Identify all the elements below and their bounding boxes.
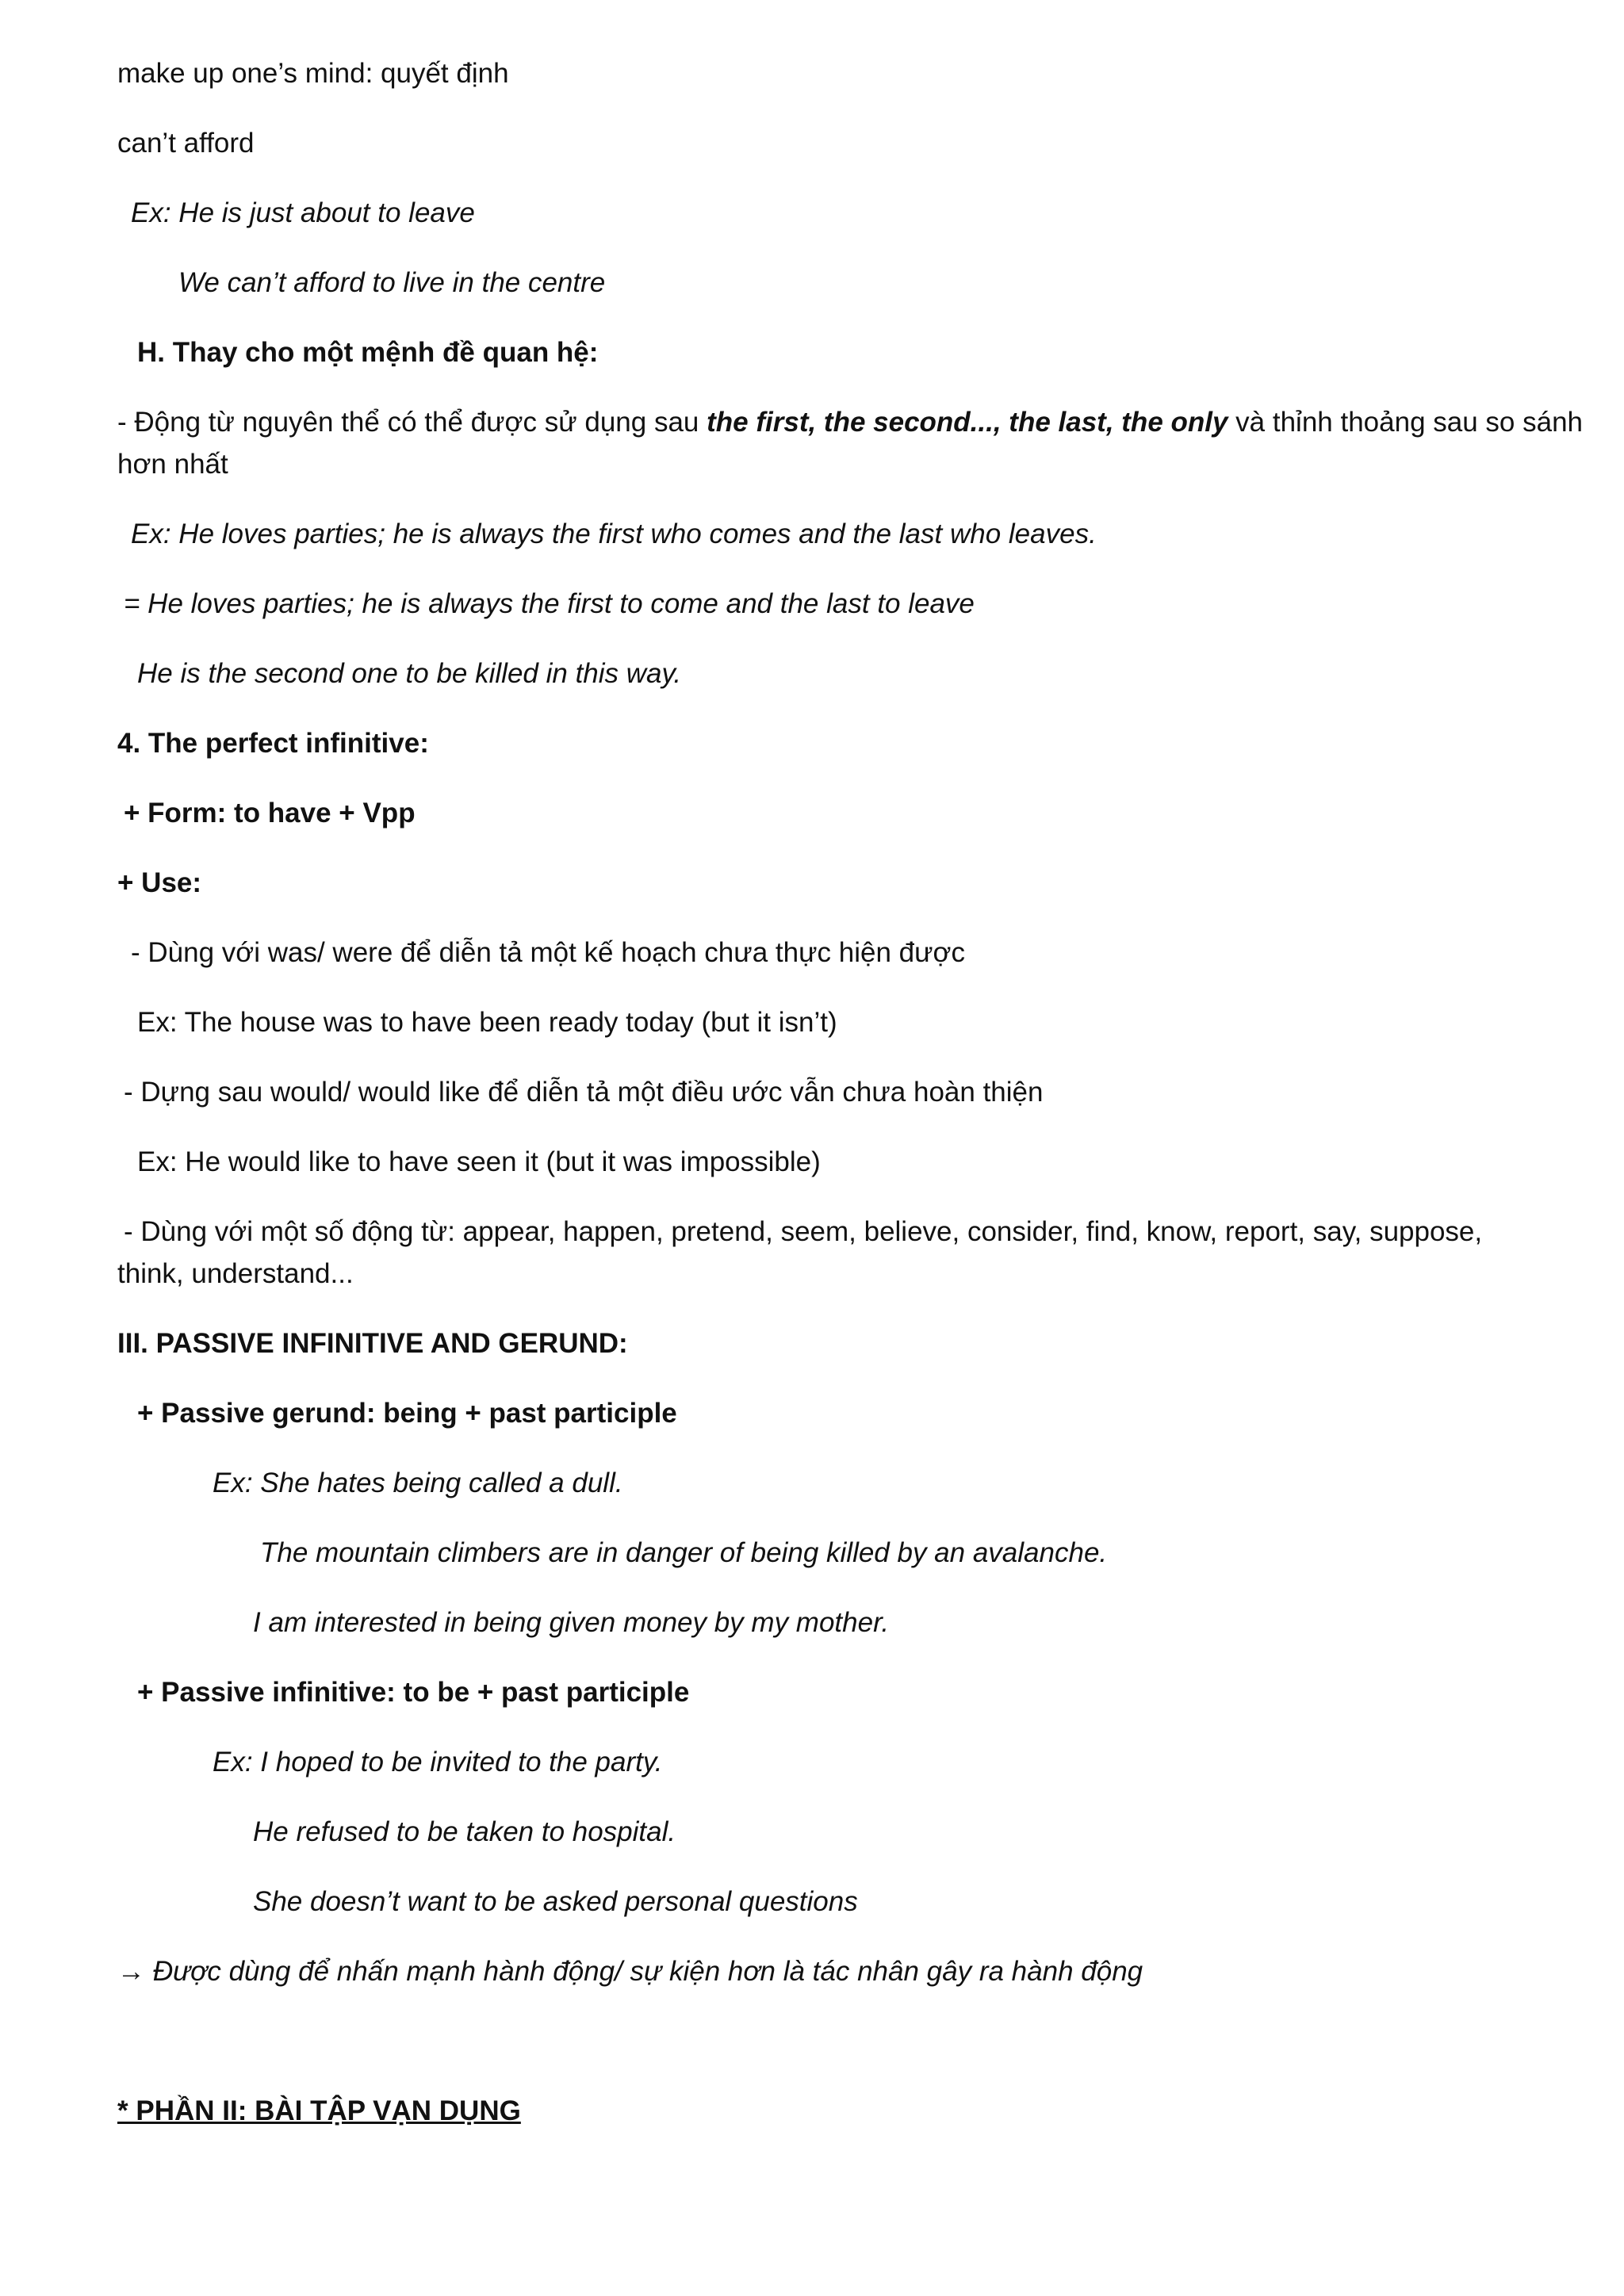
perfect-infinitive-use: + Use: bbox=[117, 867, 202, 898]
example-second-one: He is the second one to be killed in this way. bbox=[137, 658, 682, 689]
use-verbs-list: - Dùng với một số động từ: appear, happen, pretend, seem, believe, consider, find, know, report, say, suppose, bbox=[124, 1216, 1483, 1247]
rule-relative-clause-cont: hơn nhất bbox=[117, 449, 228, 480]
example-dull: Ex: She hates being called a dull. bbox=[213, 1468, 623, 1498]
section-heading-h: H. Thay cho một mệnh đề quan hệ: bbox=[137, 337, 599, 368]
passive-infinitive-form: + Passive infinitive: to be + past participle bbox=[137, 1677, 690, 1708]
example-about-to-leave: Ex: He is just about to leave bbox=[131, 197, 475, 228]
use-verbs-list-cont: think, understand... bbox=[117, 1258, 354, 1289]
example-hospital: He refused to be taken to hospital. bbox=[253, 1816, 676, 1847]
example-cant-afford: We can’t afford to live in the centre bbox=[178, 267, 606, 298]
example-loves-parties-2: = He loves parties; he is always the first to come and the last to leave bbox=[124, 588, 975, 619]
vocab-make-up-mind: make up one’s mind: quyết định bbox=[117, 58, 509, 89]
example-invited: Ex: I hoped to be invited to the party. bbox=[213, 1747, 663, 1777]
vocab-cant-afford: can’t afford bbox=[117, 128, 255, 159]
rule-emphasis: the first, the second..., the last, the only bbox=[707, 407, 1228, 438]
example-given-money: I am interested in being given money by my mother. bbox=[253, 1607, 890, 1638]
perfect-infinitive-form: + Form: to have + Vpp bbox=[124, 798, 416, 828]
section-heading-passive: III. PASSIVE INFINITIVE AND GERUND: bbox=[117, 1328, 628, 1359]
example-loves-parties-1: Ex: He loves parties; he is always the first who comes and the last who leaves. bbox=[131, 519, 1097, 549]
example-mountain-climbers: The mountain climbers are in danger of being killed by an avalanche. bbox=[260, 1537, 1108, 1568]
rule-text-start: - Động từ nguyên thể có thể được sử dụng sau bbox=[117, 407, 707, 438]
use-would-like: - Dựng sau would/ would like để diễn tả một điều ước vẫn chưa hoàn thiện bbox=[124, 1077, 1044, 1108]
rule-text-end: và thỉnh thoảng sau so sánh bbox=[1228, 407, 1584, 438]
example-personal-questions: She doesn’t want to be asked personal questions bbox=[253, 1886, 858, 1917]
section-heading-perfect-infinitive: 4. The perfect infinitive: bbox=[117, 728, 429, 759]
part-two-heading: * PHẦN II: BÀI TẬP VẠN DỤNG bbox=[117, 2095, 521, 2126]
passive-gerund-form: + Passive gerund: being + past participle bbox=[137, 1398, 677, 1429]
passive-usage-note: → Được dùng để nhấn mạnh hành động/ sự kiện hơn là tác nhân gây ra hành động bbox=[117, 1956, 1143, 1987]
example-would-like: Ex: He would like to have seen it (but it was impossible) bbox=[137, 1146, 821, 1177]
example-house: Ex: The house was to have been ready today (but it isn’t) bbox=[137, 1007, 837, 1038]
rule-relative-clause bbox=[117, 401, 1583, 443]
use-was-were: - Dùng với was/ were để diễn tả một kế hoạch chưa thực hiện được bbox=[131, 937, 965, 968]
